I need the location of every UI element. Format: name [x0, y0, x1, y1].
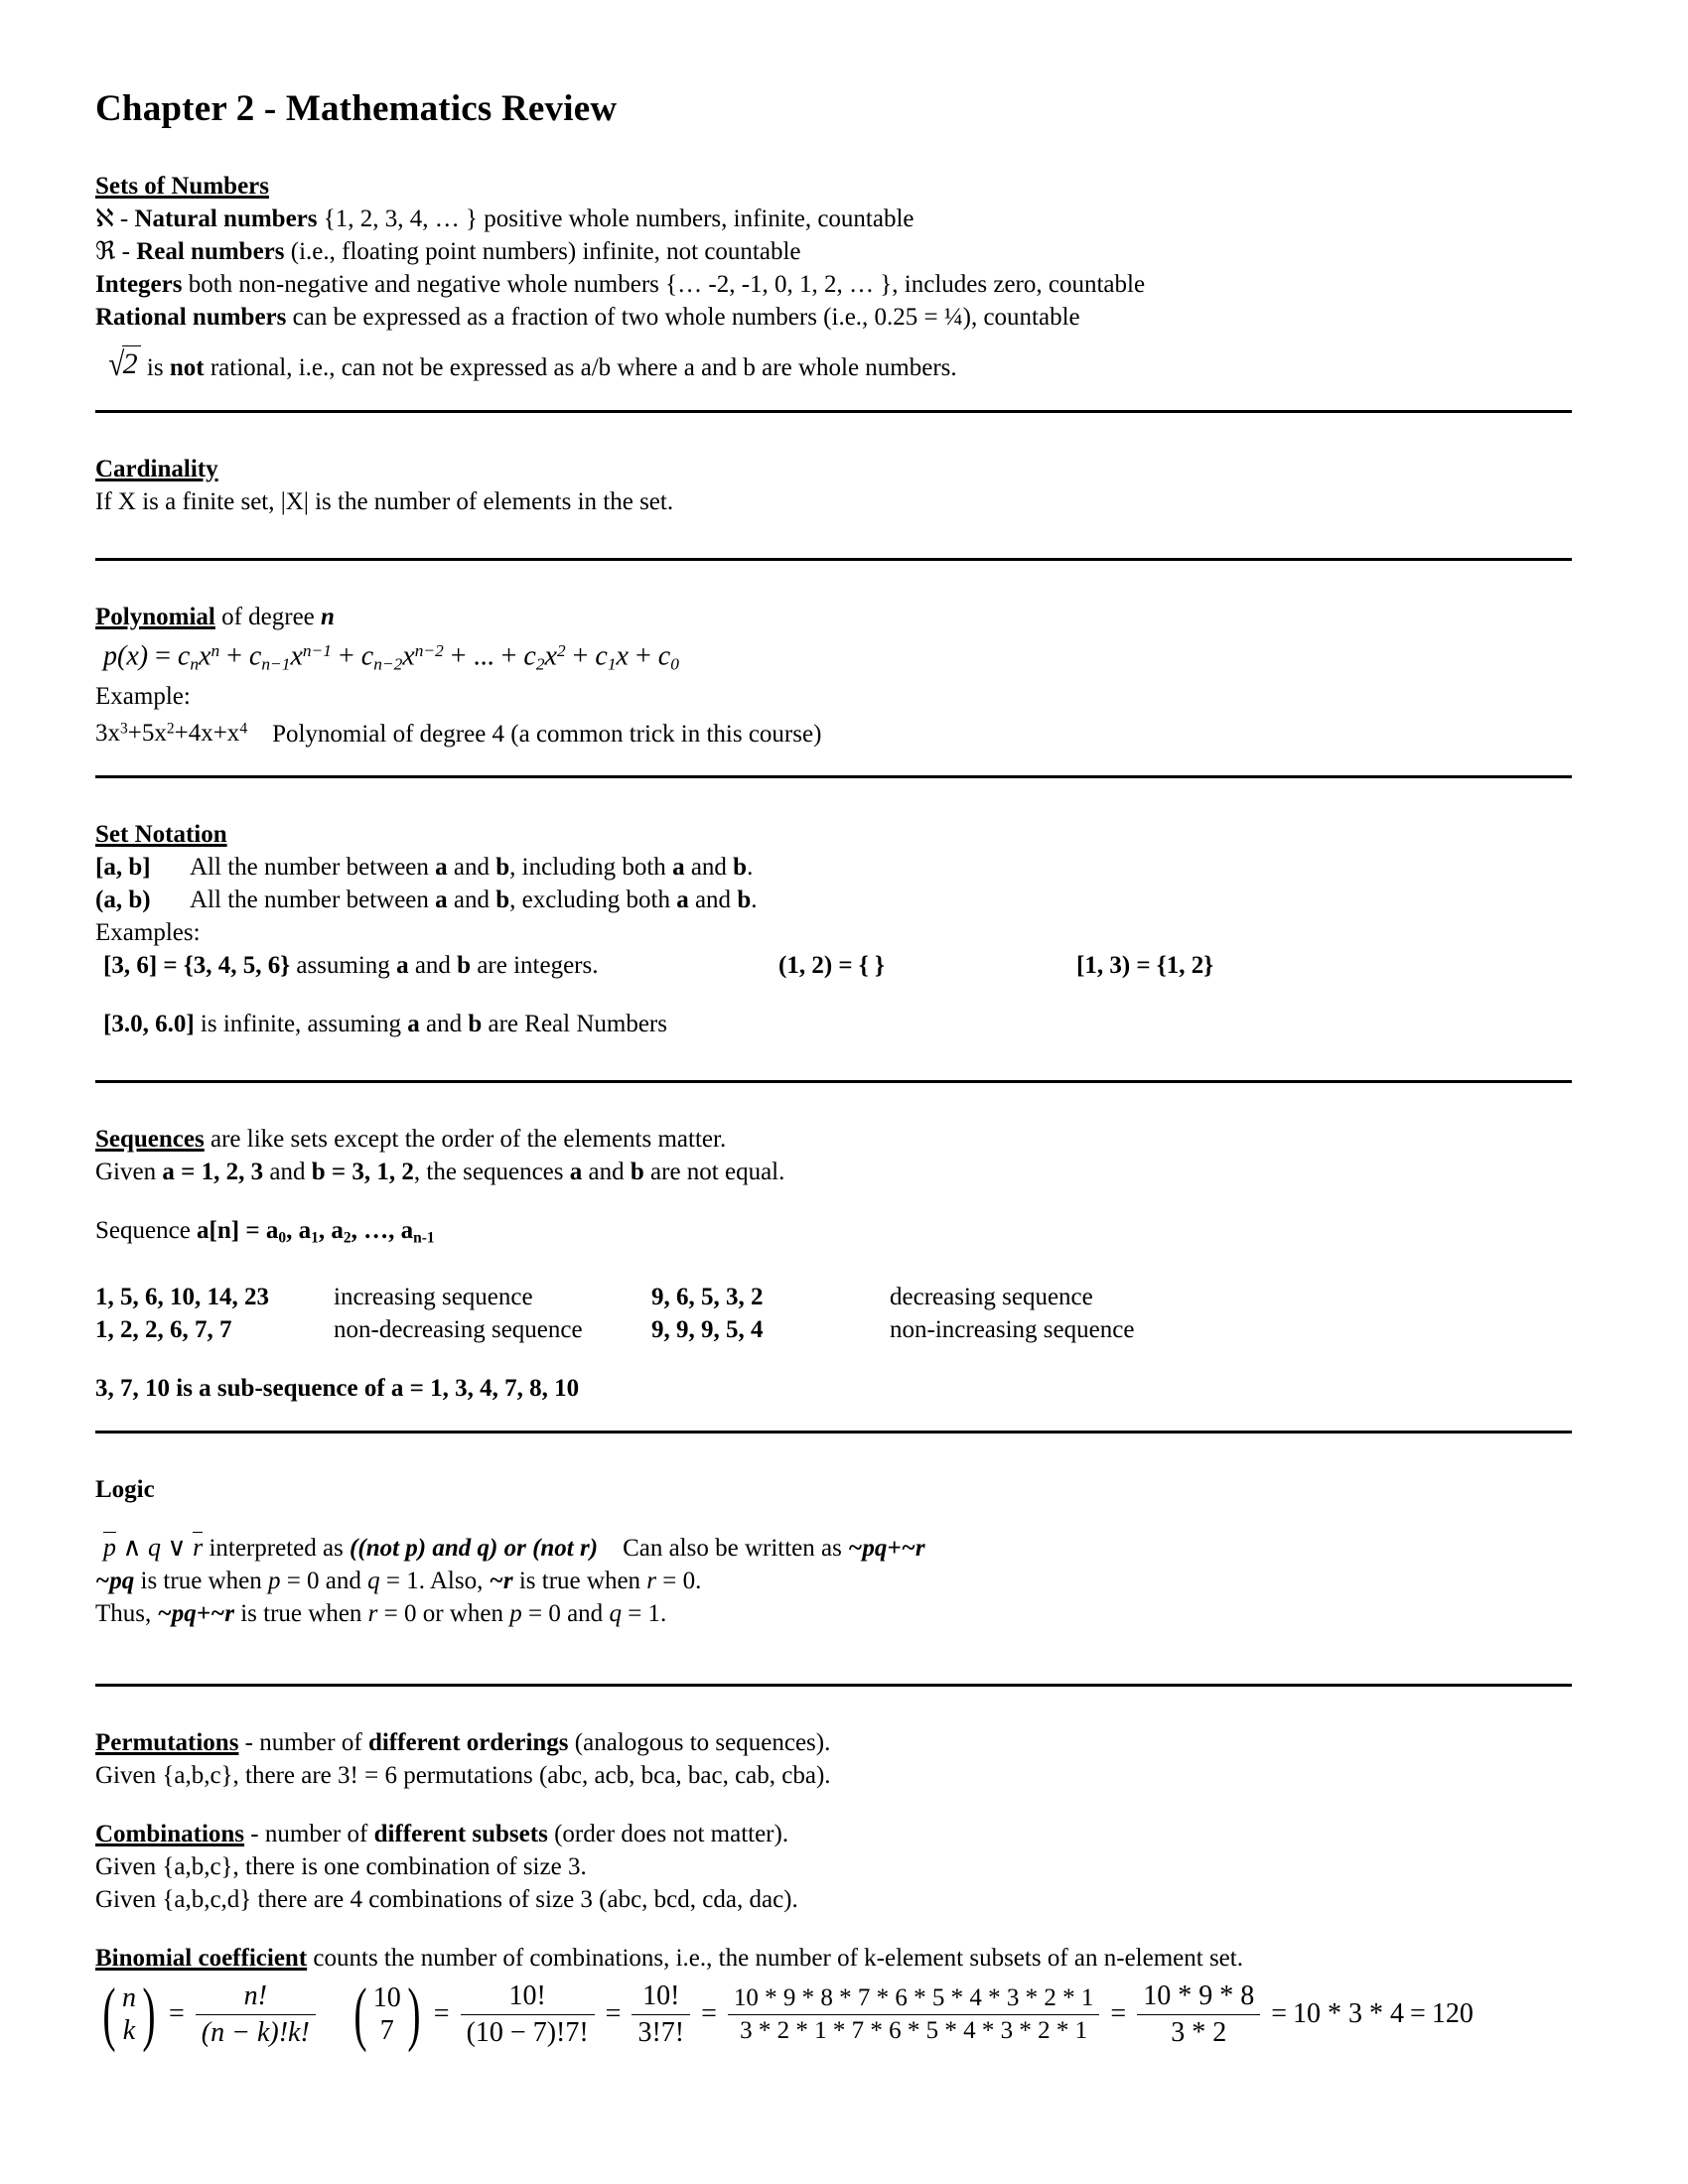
real-symbol-icon: ℜ [95, 238, 116, 265]
sequence-notation-line: Sequence $a[n] = a_0$, $a_1$, $a_2$, …, $a_{n-1}$ [95, 1217, 435, 1247]
logic-formula-line: p ∧ q ∨ r interpreted as ((not p) and q) or (not r) Can also be written as ~pq+~r [103, 1532, 925, 1562]
sequence-table-row: 1, 5, 6, 10, 14, 23 increasing sequence 9, 6, 5, 3, 2 decreasing sequence [95, 1283, 1093, 1310]
permutations-example: Given {a,b,c}, there are 3! = 6 permutations (abc, acb, bca, bac, cab, cba). [95, 1761, 831, 1789]
set-notation-heading: Set Notation [95, 821, 227, 849]
aleph-icon: ℵ [95, 205, 114, 232]
section-sets-of-numbers [95, 170, 1575, 413]
polynomial-example-line: $3x^3+5x^2+4x+x^4$ Polynomial of degree 4 (a common trick in this course) [95, 720, 822, 748]
polynomial-heading: Polynomial of degree n [95, 604, 335, 630]
section-binomial-coefficient [95, 1916, 1575, 2054]
real-numbers-line: ℜ - Real numbers (i.e., floating point numbers) infinite, not countable [95, 238, 801, 265]
section-sequences [95, 1083, 1575, 1433]
cardinality-heading: Cardinality [95, 456, 218, 482]
fraction-reduced: $\frac{10 * 9 * 8}{3 * 2}$ [1137, 1980, 1260, 2049]
sequence-table-row: 1, 2, 2, 6, 7, 7 non-decreasing sequence 9, 9, 9, 5, 4 non-increasing sequence [95, 1315, 1135, 1343]
sequences-given-line: Given a = 1, 2, 3 and b = 3, 1, 2, the sequences a and b are not equal. [95, 1159, 785, 1186]
fraction-expanded: $\frac{10 * 9 * 8 * 7 * 6 * 5 * 4 * 3 * 2 * 1}{3 * 2 * 1 * 7 * 6 * 5 * 4 * 3 * 2 * 1}$ [728, 1984, 1100, 2045]
logic-line-2: ~pq is true when p = 0 and q = 1. Also, ~r is true when r = 0. [95, 1567, 702, 1594]
logic-heading: Logic [95, 1475, 155, 1503]
binomial-formula: ( n k ) = $\frac{n!}{(n - k)!k!}$ ( 10 7 ) = $\frac{10!}{(10 - 7)!7!}$ = $\frac{10!}{3!7!}$ = $\frac{10 * 9 * 8 * 7 * 6 * 5 * 4 * 3 * 2 * 1}{3 * 2 * 1 * 7 * 6 * 5 * 4 * 3 * 2 * 1}$ = $\frac{10 * 9 * 8}{3 * 2}$ = 10 * 3 * 4 = 120 [95, 1980, 1575, 2049]
document-body [95, 87, 1575, 2054]
section-polynomial [95, 561, 1575, 778]
fraction-n-factorial: $\frac{n!}{(n - k)!k!}$ [196, 1980, 316, 2049]
binomial-symbol-nk: ( n k ) [102, 1974, 156, 2054]
fraction-3-7-factorial: $\frac{10!}{3!7!}$ [632, 1980, 690, 2049]
natural-numbers-line: ℵ - Natural numbers {1, 2, 3, 4, … } positive whole numbers, infinite, countable [95, 205, 914, 232]
binomial-result-value: 120 [1431, 1998, 1474, 2030]
square-root-icon: √2 [105, 347, 141, 382]
permutations-heading: Permutations - number of different orderings (analogous to sequences). [95, 1728, 831, 1756]
combinations-example-1: Given {a,b,c}, there is one combination of size 3. [95, 1852, 587, 1880]
sqrt-two-line: √2 is not rational, i.e., can not be expressed as a/b where a and b are whole numbers. [95, 347, 1575, 384]
section-permutations [95, 1687, 1575, 1792]
logic-expression: p ∧ q ∨ r [103, 1532, 204, 1562]
sequence-notation-body: $a[n] = a_0$, $a_1$, $a_2$, …, $a_{n-1}$ [197, 1217, 435, 1247]
set-notation-row: (a, b) All the number between a and b, excluding both a and b. [95, 887, 758, 914]
logic-line-3: Thus, ~pq+~r is true when r = 0 or when p = 0 and q = 1. [95, 1599, 667, 1627]
sequences-heading: Sequences are like sets except the order of the elements matter. [95, 1126, 727, 1154]
combinations-example-2: Given {a,b,c,d} there are 4 combinations of size 3 (abc, bcd, cda, dac). [95, 1885, 798, 1913]
integers-line: Integers both non-negative and negative whole numbers {… -2, -1, 0, 1, 2, … }, includes zero, countable [95, 271, 1146, 298]
polynomial-example-expression: $3x^3+5x^2+4x+x^4$ [95, 720, 248, 748]
section-combinations [95, 1792, 1575, 1916]
combinations-heading: Combinations - number of different subsets (order does not matter). [95, 1820, 789, 1847]
cardinality-text: If X is a finite set, |X| is the number of elements in the set. [95, 488, 674, 515]
section-set-notation [95, 778, 1575, 1083]
binomial-heading: Binomial coefficient counts the number of combinations, i.e., the number of k-element subsets of an n-element set. [95, 1944, 1243, 1972]
polynomial-example-label: Example: [95, 682, 191, 710]
set-notation-example-row: [3, 6] = {3, 4, 5, 6} assuming a and b are integers. (1, 2) = { } [1, 3) = {1, 2} [103, 952, 1214, 980]
subsequence-line: 3, 7, 10 is a sub-sequence of a = 1, 3, 4, 7, 8, 10 [95, 1374, 580, 1402]
section-logic [95, 1433, 1575, 1687]
polynomial-formula: $p(x) = c_nx^n + c_{n-1}x^{n-1} + c_{n-2}x^{n-2}$ + ... + $c_2x^2 + c_1x + c_0$ [103, 640, 679, 674]
binomial-symbol-10-7: ( 10 7 ) [353, 1974, 421, 2054]
set-notation-infinite-line: [3.0, 6.0] is infinite, assuming a and b are Real Numbers [103, 1011, 667, 1038]
fraction-10-factorial: $\frac{10!}{(10 - 7)!7!}$ [461, 1980, 595, 2049]
page-title: Chapter 2 - Mathematics Review [95, 88, 618, 129]
rational-numbers-line: Rational numbers can be expressed as a fraction of two whole numbers (i.e., 0.25 = ¼), countable [95, 304, 1080, 331]
section-cardinality [95, 413, 1575, 561]
set-notation-row: [a, b] All the number between a and b, including both a and b. [95, 854, 754, 882]
binomial-result-expression: 10 * 3 * 4 [1293, 1998, 1405, 2030]
set-notation-examples-label: Examples: [95, 919, 201, 947]
sets-of-numbers-heading: Sets of Numbers [95, 173, 269, 200]
